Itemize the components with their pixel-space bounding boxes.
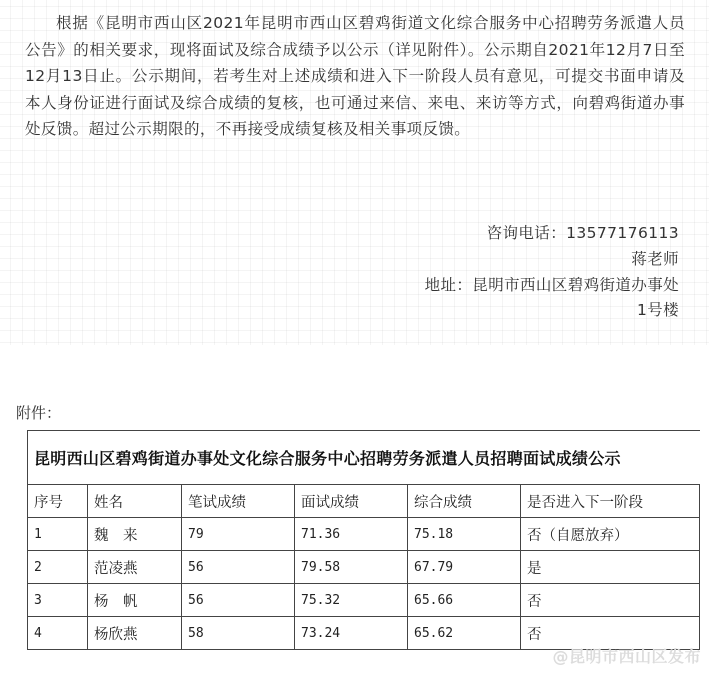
cell-index: 2 (28, 551, 88, 584)
cell-interview-score: 75.32 (295, 584, 408, 617)
cell-total-score: 75.18 (408, 518, 521, 551)
cell-next-stage: 否 (521, 617, 700, 650)
cell-next-stage: 否 (521, 584, 700, 617)
header-cell: 是否进入下一阶段 (521, 485, 700, 518)
attachment-label: 附件： (16, 404, 62, 422)
table-title-row (28, 431, 700, 485)
contact-address-building: 1号楼 (636, 301, 679, 319)
header-cell: 姓名 (88, 485, 182, 518)
cell-written-score: 79 (182, 518, 295, 551)
cell-index: 3 (28, 584, 88, 617)
cell-interview-score: 79.58 (295, 551, 408, 584)
table-row (28, 551, 700, 584)
contact-phone: 咨询电话：13577176113 (486, 224, 679, 242)
header-cell: 面试成绩 (295, 485, 408, 518)
cell-name: 范凌燕 (88, 551, 182, 584)
cell-interview-score: 71.36 (295, 518, 408, 551)
cell-index: 4 (28, 617, 88, 650)
table-row (28, 584, 700, 617)
cell-name: 杨欣燕 (88, 617, 182, 650)
table-row (28, 518, 700, 551)
contact-address: 地址：昆明市西山区碧鸡街道办事处 (424, 276, 679, 294)
cell-written-score: 56 (182, 551, 295, 584)
watermark: @昆明市西山区发布 (552, 647, 701, 666)
results-table (27, 430, 700, 650)
cell-total-score: 65.66 (408, 584, 521, 617)
cell-next-stage: 是 (521, 551, 700, 584)
notice-paragraph: 根据《昆明市西山区2021年昆明市西山区碧鸡街道文化综合服务中心招聘劳务派遣人员公告》的相关要求，现将面试及综合成绩予以公示（详见附件）。公示期自2021年12月7日至12月13日止。公示期间，若考生对上述成绩和进入下一阶段人员有意见，可提交书面申请及本人身份证进行面试及综合成绩的复核，也可通过来信、来电、来访等方式，向碧鸡街道办事处反馈。超过公示期限的，不再接受成绩复核及相关事项反馈。 (25, 14, 685, 138)
header-cell: 综合成绩 (408, 485, 521, 518)
cell-interview-score: 73.24 (295, 617, 408, 650)
header-cell: 笔试成绩 (182, 485, 295, 518)
cell-index: 1 (28, 518, 88, 551)
table-header-row (28, 485, 700, 518)
contact-person: 蒋老师 (631, 250, 679, 268)
cell-written-score: 58 (182, 617, 295, 650)
cell-total-score: 65.62 (408, 617, 521, 650)
cell-next-stage: 否（自愿放弃） (521, 518, 700, 551)
cell-written-score: 56 (182, 584, 295, 617)
cell-total-score: 67.79 (408, 551, 521, 584)
header-cell: 序号 (28, 485, 88, 518)
results-table-wrapper (27, 430, 699, 650)
table-title: 昆明西山区碧鸡街道办事处文化综合服务中心招聘劳务派遣人员招聘面试成绩公示 (28, 431, 700, 485)
cell-name: 杨 帆 (88, 584, 182, 617)
cell-name: 魏 来 (88, 518, 182, 551)
